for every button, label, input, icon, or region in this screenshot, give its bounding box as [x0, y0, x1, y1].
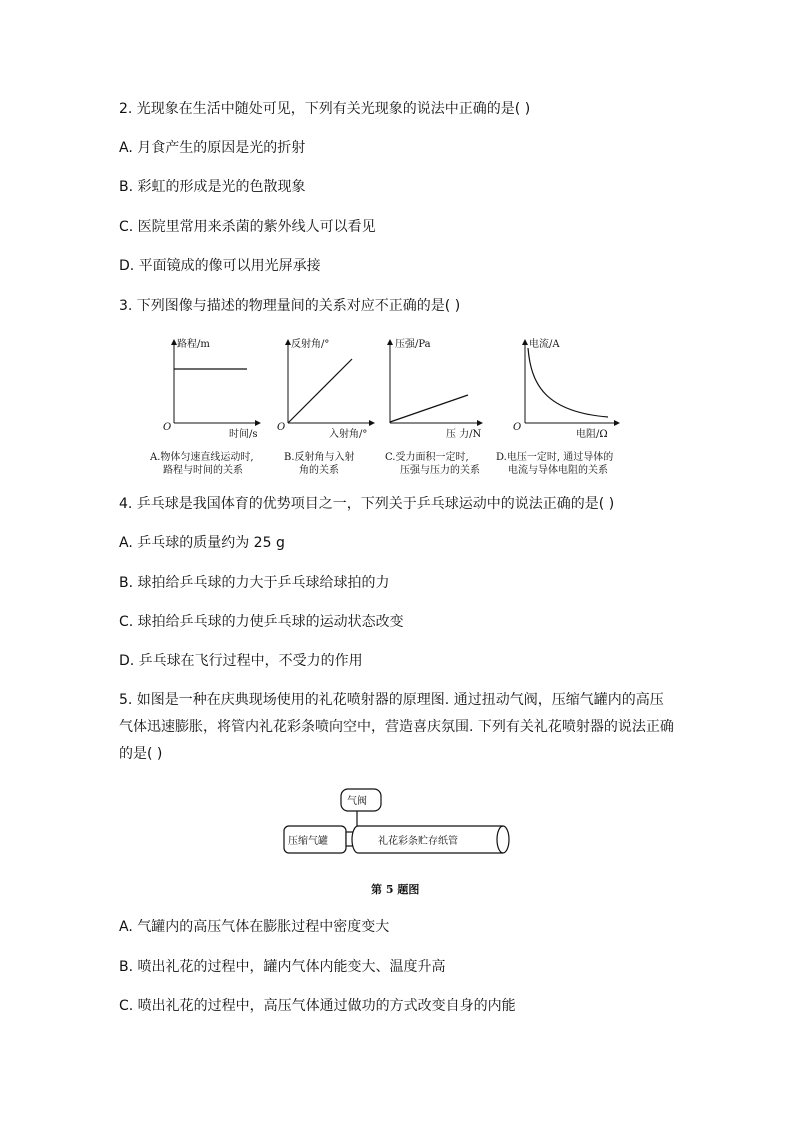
graph-a-ylabel: 路程/m [177, 339, 210, 350]
q4-option-b: B. 球拍给乒乓球的力大于乒乓球给球拍的力 [119, 575, 390, 591]
graph-b-xlabel: 入射角/° [329, 429, 368, 440]
q5-option-b: B. 喷出礼花的过程中，罐内气体内能变大、温度升高 [119, 959, 446, 975]
graph-d-ylabel: 电流/A [529, 339, 560, 350]
tank-label: 压缩气罐 [288, 836, 328, 847]
graph-d-caption-line2: 电流与导体电阻的关系 [508, 465, 608, 476]
graph-c-ylabel: 压强/Pa [395, 339, 431, 350]
valve-label: 气阀 [347, 796, 367, 807]
q2-option-d: D. 平面镜成的像可以用光屏承接 [119, 258, 321, 274]
graph-a-xlabel: 时间/s [229, 429, 258, 440]
q5-sprayer-figure [0, 780, 794, 860]
q3-stem: 3. 下列图像与描述的物理量间的关系对应不正确的是( ) [119, 298, 461, 314]
tube-label: 礼花彩条贮存纸管 [378, 836, 458, 847]
q2-option-a: A. 月食产生的原因是光的折射 [119, 140, 306, 156]
graph-d-origin: O [513, 422, 522, 433]
q4-option-c: C. 球拍给乒乓球的力使乒乓球的运动状态改变 [119, 614, 404, 630]
q5-option-c: C. 喷出礼花的过程中，高压气体通过做功的方式改变自身的内能 [119, 998, 516, 1014]
graph-a-caption-line1: A.物体匀速直线运动时, [150, 452, 254, 463]
graph-b-curve [288, 359, 352, 423]
q4-option-d: D. 乒乓球在飞行过程中，不受力的作用 [119, 653, 363, 669]
graph-b-caption-line2: 角的关系 [299, 465, 339, 476]
q5-stem-line2: 气体迅速膨胀，将管内礼花彩条喷向空中，营造喜庆氛围. 下列有关礼花喷射器的说法正确 [119, 719, 674, 735]
graph-b-caption-line1: B.反射角与入射 [284, 452, 355, 463]
graph-c [390, 338, 482, 440]
graph-c-caption-line1: C.受力面积一定时, [385, 452, 469, 463]
graph-c-curve [390, 395, 468, 422]
graph-b-ylabel: 反射角/° [291, 339, 330, 350]
q3-graphs-figure [0, 330, 794, 440]
q5-option-a: A. 气罐内的高压气体在膨胀过程中密度变大 [119, 919, 390, 935]
graph-b-origin: O [277, 422, 286, 433]
graph-a-caption-line2: 路程与时间的关系 [163, 465, 243, 476]
q2-option-c: C. 医院里常用来杀菌的紫外线人可以看见 [119, 219, 376, 235]
graph-d [513, 337, 619, 440]
graph-c-caption-line2: 压强与压力的关系 [400, 465, 480, 476]
graph-d-curve [528, 348, 608, 417]
graph-a-origin: O [163, 422, 172, 433]
q5-figure-caption: 第 5 题图 [371, 883, 420, 896]
q5-stem-line1: 5. 如图是一种在庆典现场使用的礼花喷射器的原理图. 通过扭动气阀，压缩气罐内的高压 [119, 692, 664, 708]
graph-d-xlabel: 电阻/Ω [576, 429, 608, 440]
q4-stem: 4. 乒乓球是我国体育的优势项目之一，下列关于乒乓球运动中的说法正确的是( ) [119, 496, 615, 512]
q2-option-b: B. 彩虹的形成是光的色散现象 [119, 179, 306, 195]
graph-a [163, 337, 260, 440]
graph-c-xlabel: 压 力/N [446, 429, 482, 440]
graph-b [277, 337, 374, 440]
graph-d-caption-line1: D.电压一定时, 通过导体的 [496, 452, 614, 463]
q5-stem-line3: 的是( ) [119, 746, 163, 762]
q2-stem: 2. 光现象在生活中随处可见，下列有关光现象的说法中正确的是( ) [119, 101, 531, 117]
q4-option-a: A. 乒乓球的质量约为 25 g [119, 535, 285, 551]
